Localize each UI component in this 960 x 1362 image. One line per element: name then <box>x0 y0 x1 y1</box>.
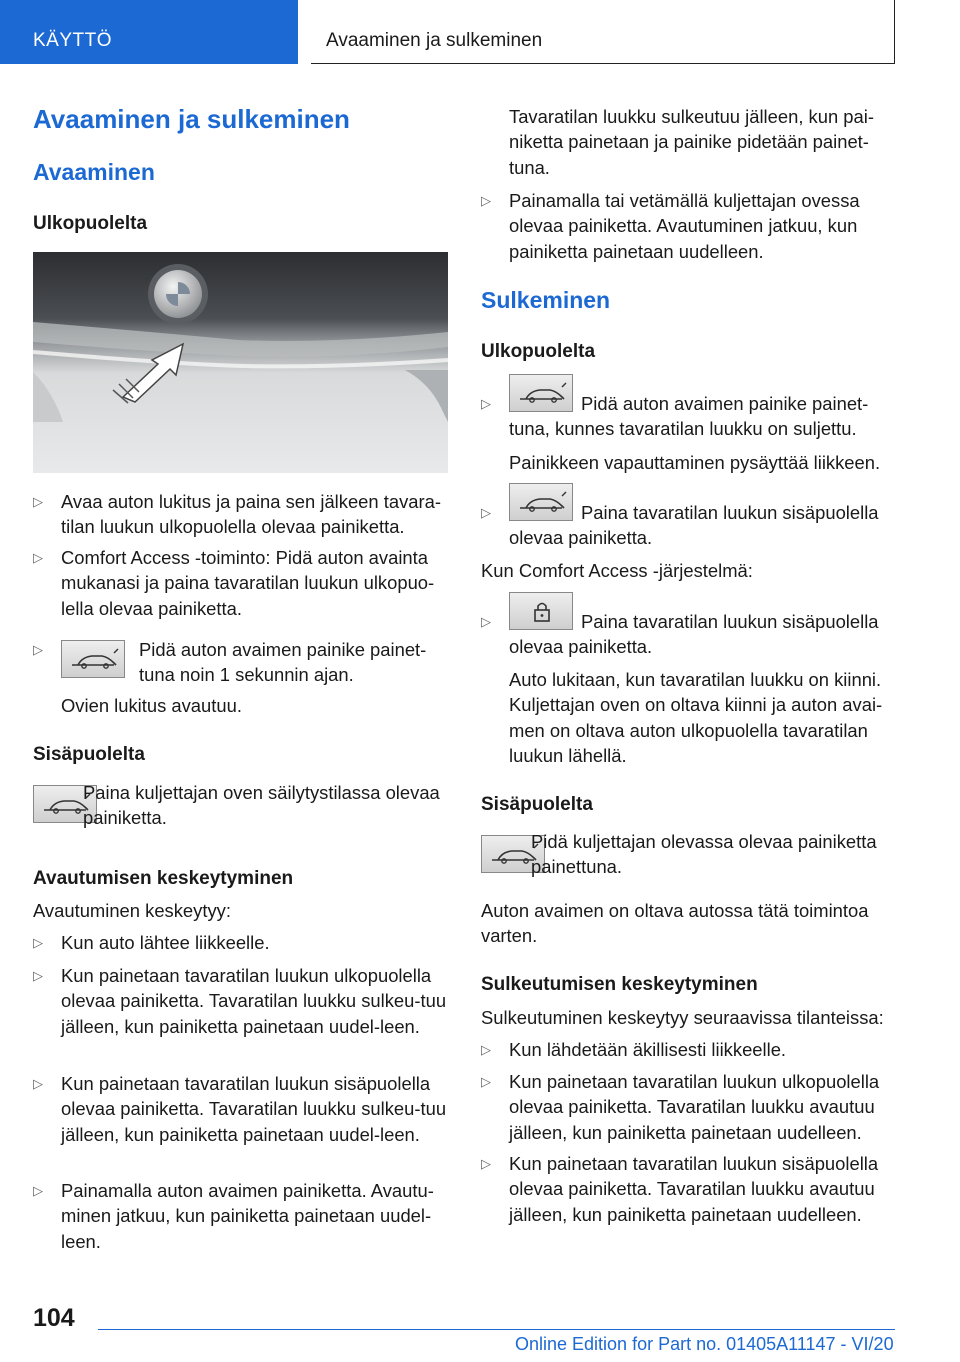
heading-inside: Sisäpuolelta <box>33 744 145 765</box>
heading-inside-close: Sisäpuolelta <box>481 794 593 815</box>
heading-outside: Ulkopuolelta <box>33 213 148 234</box>
chapter-tab <box>0 0 298 64</box>
bullet-icon: ▷ <box>33 1076 43 1091</box>
interrupt-intro: Sulkeutuminen keskeytyy seuraavissa tilanteissa: <box>481 1007 884 1028</box>
bullet-icon: ▷ <box>33 642 43 657</box>
heading-opening: Avaaminen <box>33 159 155 185</box>
note-text: Painikkeen vapauttaminen pysäyttää liikkeen. <box>509 452 881 473</box>
heading-interrupt: Avautumisen keskeytyminen <box>33 868 294 889</box>
bullet-icon: ▷ <box>481 396 491 411</box>
continued-text: Tavaratilan luukku sulkeutuu jälleen, kun pai-niketta painetaan ja painike pidetään painet-tuna. <box>509 106 874 178</box>
heading-closing: Sulkeminen <box>481 287 611 313</box>
note-text: Auton avaimen on oltava autossa tätä toimintoa varten. <box>481 900 869 947</box>
bullet-icon: ▷ <box>33 935 43 950</box>
page-number: 104 <box>33 1304 75 1332</box>
bullet-icon: ▷ <box>33 968 43 983</box>
section-header <box>311 0 895 64</box>
interrupt-intro: Avautuminen keskeytyy: <box>33 900 231 921</box>
footer-divider <box>98 1329 895 1330</box>
bullet-icon: ▷ <box>481 1156 491 1171</box>
comfort-intro: Kun Comfort Access -järjestelmä: <box>481 560 753 581</box>
trunk-key-button-icon <box>61 640 125 678</box>
section-label: Avaaminen ja sulkeminen <box>326 30 543 51</box>
bullet-icon: ▷ <box>481 1042 491 1057</box>
heading-outside-close: Ulkopuolelta <box>481 341 596 362</box>
note-text: Ovien lukitus avautuu. <box>61 695 242 716</box>
bullet-icon: ▷ <box>481 505 491 520</box>
bullet-icon: ▷ <box>481 614 491 629</box>
tailgate-illustration <box>33 252 448 473</box>
bullet-icon: ▷ <box>481 193 491 208</box>
inside-text: Pidä kuljettajan olevassa olevaa painiketta painettuna. <box>531 831 877 878</box>
bullet-icon: ▷ <box>33 550 43 565</box>
heading-interrupt-close: Sulkeutumisen keskeytyminen <box>481 974 758 995</box>
inside-text: Paina kuljettajan oven säilytystilassa olevaa painiketta. <box>83 782 440 829</box>
bullet-icon: ▷ <box>481 1074 491 1089</box>
note-text: Auto lukitaan, kun tavaratilan luukku on kiinni. Kuljettajan oven on oltava kiinni ja auton avai-men on oltava auton ulkopuolella tavaratilan luukun lähellä. <box>509 669 883 767</box>
edition-text: Online Edition for Part no. 01405A11147 - VI/20 <box>515 1334 894 1354</box>
chapter-label: KÄYTTÖ <box>33 30 113 51</box>
tailgate-photo <box>33 252 448 473</box>
bullet-icon: ▷ <box>33 1183 43 1198</box>
page-title: Avaaminen ja sulkeminen <box>33 104 350 134</box>
bullet-icon: ▷ <box>33 494 43 509</box>
